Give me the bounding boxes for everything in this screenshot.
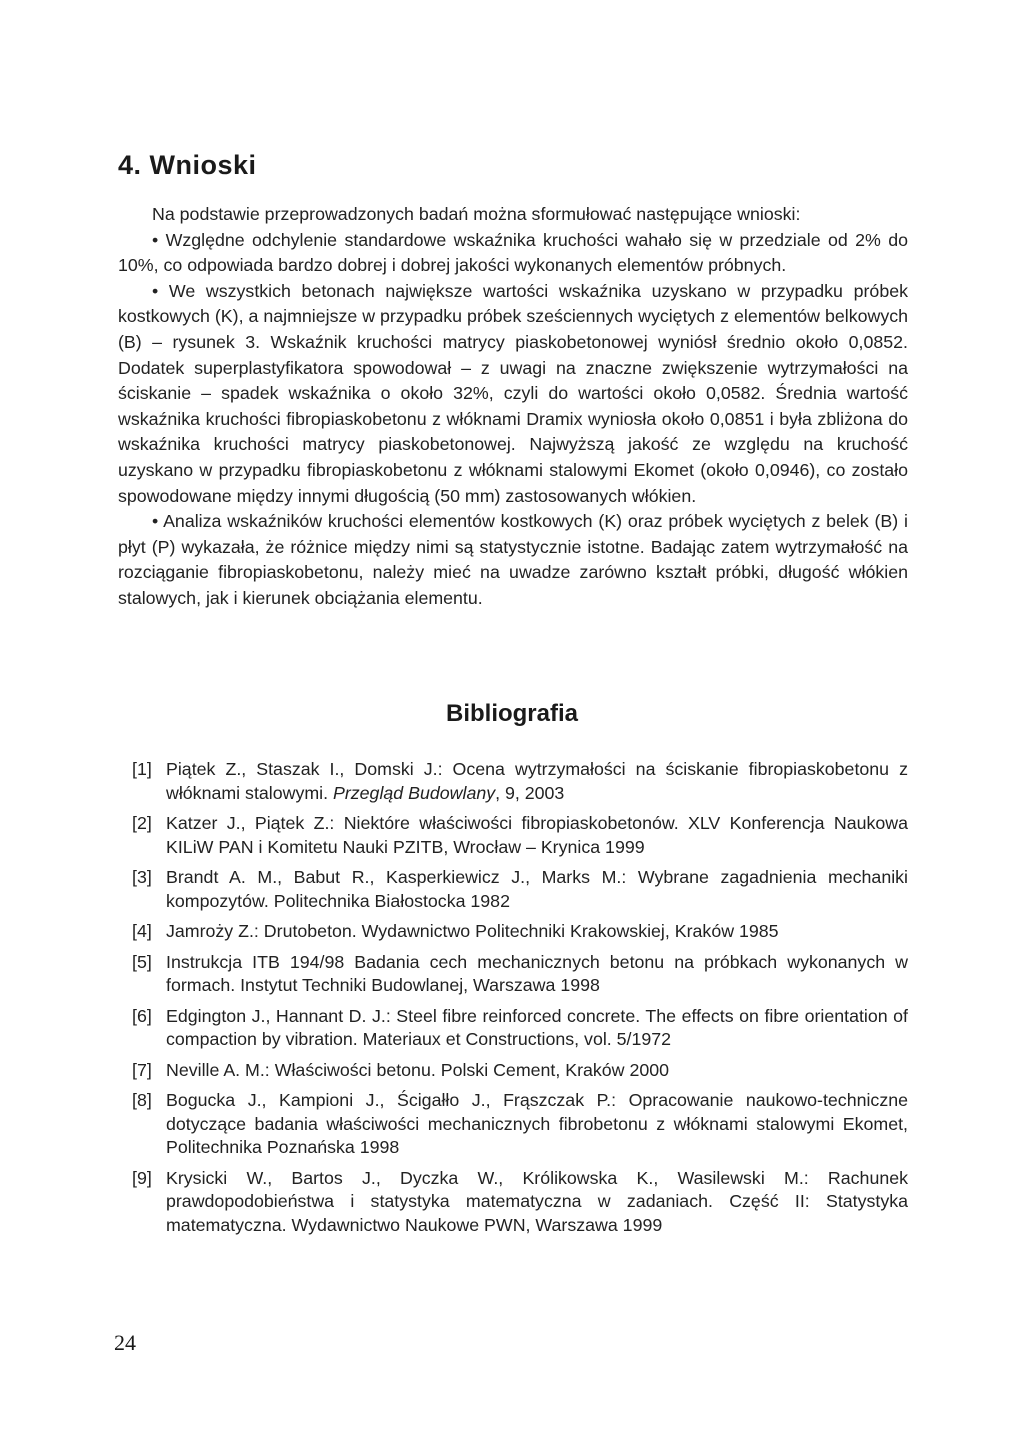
reference-item [132,866,908,913]
reference-number: [2] [132,813,152,833]
reference-number: [3] [132,867,152,887]
reference-text: Instrukcja ITB 194/98 Badania cech mechanicznych betonu na próbkach wykonanych w formach. Instytut Techniki Budowlanej, Warszawa 1998 [166,951,908,995]
reference-number: [1] [132,759,152,779]
reference-item [132,920,908,944]
bibliography-heading: Bibliografia [445,700,578,727]
reference-text: Neville A. M.: Właściwości betonu. Polski Cement, Kraków 2000 [166,1059,670,1080]
reference-number: [5] [132,951,152,972]
page-number: 24 [114,1330,136,1355]
reference-item [132,1005,908,1052]
reference-number: [9] [132,1167,152,1188]
reference-text: Bogucka J., Kampioni J., Ścigałło J., Frąszczak P.: Opracowanie naukowo-techniczne dotyczące badania właściwości mechanicznych fibrobetonu z włóknami stalowymi Ekomet, Politechnika Poznańska 1998 [166,1090,908,1157]
reference-item [132,1059,908,1083]
reference-journal: Przegląd Budowlany [333,782,496,803]
reference-text: Piątek Z., Staszak I., Domski J.: Ocena wytrzymałości na ściskanie fibropiaskobetonu z włóknami stalowymi. [166,759,908,803]
reference-item [132,758,908,805]
reference-text: Edgington J., Hannant D. J.: Steel fibre reinforced concrete. The effects on fibre orientation of compaction by vibration. Materiaux et Constructions, vol. 5/1972 [166,1005,908,1049]
conclusions-body [118,202,908,612]
reference-number: [6] [132,1005,152,1026]
intro-paragraph: Na podstawie przeprowadzonych badań można sformułować następujące wnioski: [152,204,801,224]
reference-details: , 9, 2003 [495,782,565,803]
reference-item [132,1089,908,1160]
reference-text: Jamroży Z.: Drutobeton. Wydawnictwo Politechniki Krakowskiej, Kraków 1985 [166,921,779,941]
reference-number: [7] [132,1059,152,1080]
reference-item [132,812,908,859]
reference-item [132,951,908,998]
reference-text: Katzer J., Piątek Z.: Niektóre właściwości fibropiaskobetonów. XLV Konferencja Naukowa KILiW PAN i Komitetu Nauki PZITB, Wrocław – Krynica 1999 [166,813,908,857]
conclusion-bullet: • Względne odchylenie standardowe wskaźnika kruchości wahało się w przedziale od 2% do 10%, co odpowiada bardzo dobrej i dobrej jakości wykonanych elementów próbnych. [118,229,908,276]
reference-list [132,758,908,1244]
conclusion-bullet: • Analiza wskaźników kruchości elementów kostkowych (K) oraz próbek wyciętych z belek (B) i płyt (P) wykazała, że różnice między nimi są statystycznie istotne. Badając zatem wytrzymałość na rozciąganie fibropiaskobetonu, należy mieć na uwadze zarówno kształt próbki, długość włókien stalowych, jak i kierunek obciążania elementu. [118,511,908,608]
conclusion-bullet: • We wszystkich betonach największe wartości wskaźnika uzyskano w przypadku próbek kostkowych (K), a najmniejsze w przypadku próbek sześciennych wyciętych z elementów belkowych (B) – rysunek 3. Wskaźnik kruchości matrycy piaskobetonowej wyniósł średnio około 0,0852. Dodatek superplastyfikatora spowodował – z uwagi na znaczne zwiększenie wytrzymałości na ściskanie – spadek wskaźnika o około 32%, czyli do wartości około 0,0582. Średnia wartość wskaźnika kruchości fibropiaskobetonu z włóknami Dramix wyniosła około 0,0851 i była zbliżona do wskaźnika kruchości matrycy piaskobetonowej. Najwyższą jakość ze względu na kruchość uzyskano w przypadku fibropiaskobetonu z włóknami stalowymi Ekomet (około 0,0946), co zostało spowodowane między innymi długością (50 mm) zastosowanych włókien. [118,280,908,506]
section-heading: 4. Wnioski [118,150,257,180]
reference-number: [8] [132,1090,152,1110]
reference-text: Krysicki W., Bartos J., Dyczka W., Królikowska K., Wasilewski M.: Rachunek prawdopodobieństwa i statystyka matematyczna w zadaniach. Część II: Statystyka matematyczna. Wydawnictwo Naukowe PWN, Warszawa 1999 [166,1167,908,1235]
reference-item [132,1167,908,1238]
reference-number: [4] [132,921,152,941]
reference-text: Brandt A. M., Babut R., Kasperkiewicz J., Marks M.: Wybrane zagadnienia mechaniki kompozytów. Politechnika Białostocka 1982 [166,867,908,911]
